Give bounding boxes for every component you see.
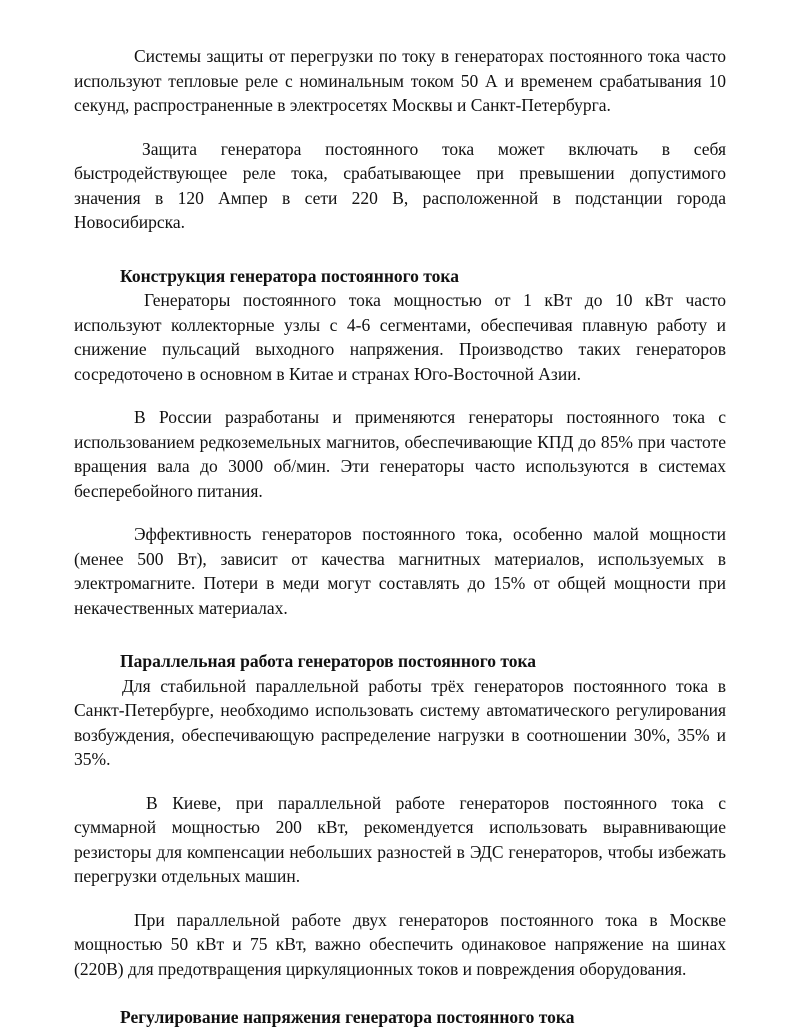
- section-heading-parallel-operation: Параллельная работа генераторов постоянного тока: [120, 651, 537, 671]
- paragraph-commutator: Генераторы постоянного тока мощностью от 1 кВт до 10 кВт часто используют коллекторные узлы с 4-6 сегментами, обеспечивая плавную работу и снижение пульсаций выходного напряжения. Производство таких генераторов сосредоточено в основном в Китае и странах Юго-Восточной Азии.: [74, 290, 726, 384]
- section-heading-voltage-regulation: Регулирование напряжения генератора постоянного тока: [120, 1007, 575, 1027]
- paragraph-efficiency: Эффективность генераторов постоянного тока, особенно малой мощности (менее 500 Вт), зависит от качества магнитных материалов, используемых в электромагните. Потери в меди могут составлять до 15% от общей мощности при некачественных материалах.: [74, 524, 726, 618]
- paragraph-kyiv-resistors: В Киеве, при параллельной работе генераторов постоянного тока с суммарной мощностью 200 кВт, рекомендуется использовать выравнивающие резисторы для компенсации небольших разностей в ЭДС генераторов, чтобы избежать перегрузки отдельных машин.: [74, 792, 726, 886]
- paragraph-moscow-bus-voltage: При параллельной работе двух генераторов постоянного тока в Москве мощностью 50 кВт и 75 кВт, важно обеспечить одинаковое напряжение на шинах (220В) для предотвращения циркуляционных токов и повреждения оборудования.: [74, 909, 726, 979]
- paragraph-overload-protection: Системы защиты от перегрузки по току в генераторах постоянного тока часто используют тепловые реле с номинальным током 50 А и временем срабатывания 10 секунд, распространенные в электросетях Москвы и Санкт-Петербурга.: [74, 46, 726, 115]
- paragraph-three-generators: Для стабильной параллельной работы трёх генераторов постоянного тока в Санкт-Петербурге, необходимо использовать систему автоматического регулирования возбуждения, обеспечивающую распределение нагрузки в соотношении 30%, 35% и 35%.: [74, 675, 726, 769]
- paragraph-current-relay: Защита генератора постоянного тока может включать в себя быстродействующее реле тока, срабатывающее при превышении допустимого значения в 120 Ампер в сети 220 В, расположенной в подстанции города Новосибирска.: [74, 138, 726, 232]
- paragraph-rare-earth-magnets: В России разработаны и применяются генераторы постоянного тока с использованием редкоземельных магнитов, обеспечивающие КПД до 85% при частоте вращения вала до 3000 об/мин. Эти генераторы часто используются в системах бесперебойного питания.: [74, 407, 726, 501]
- section-heading-construction: Конструкция генератора постоянного тока: [120, 265, 459, 286]
